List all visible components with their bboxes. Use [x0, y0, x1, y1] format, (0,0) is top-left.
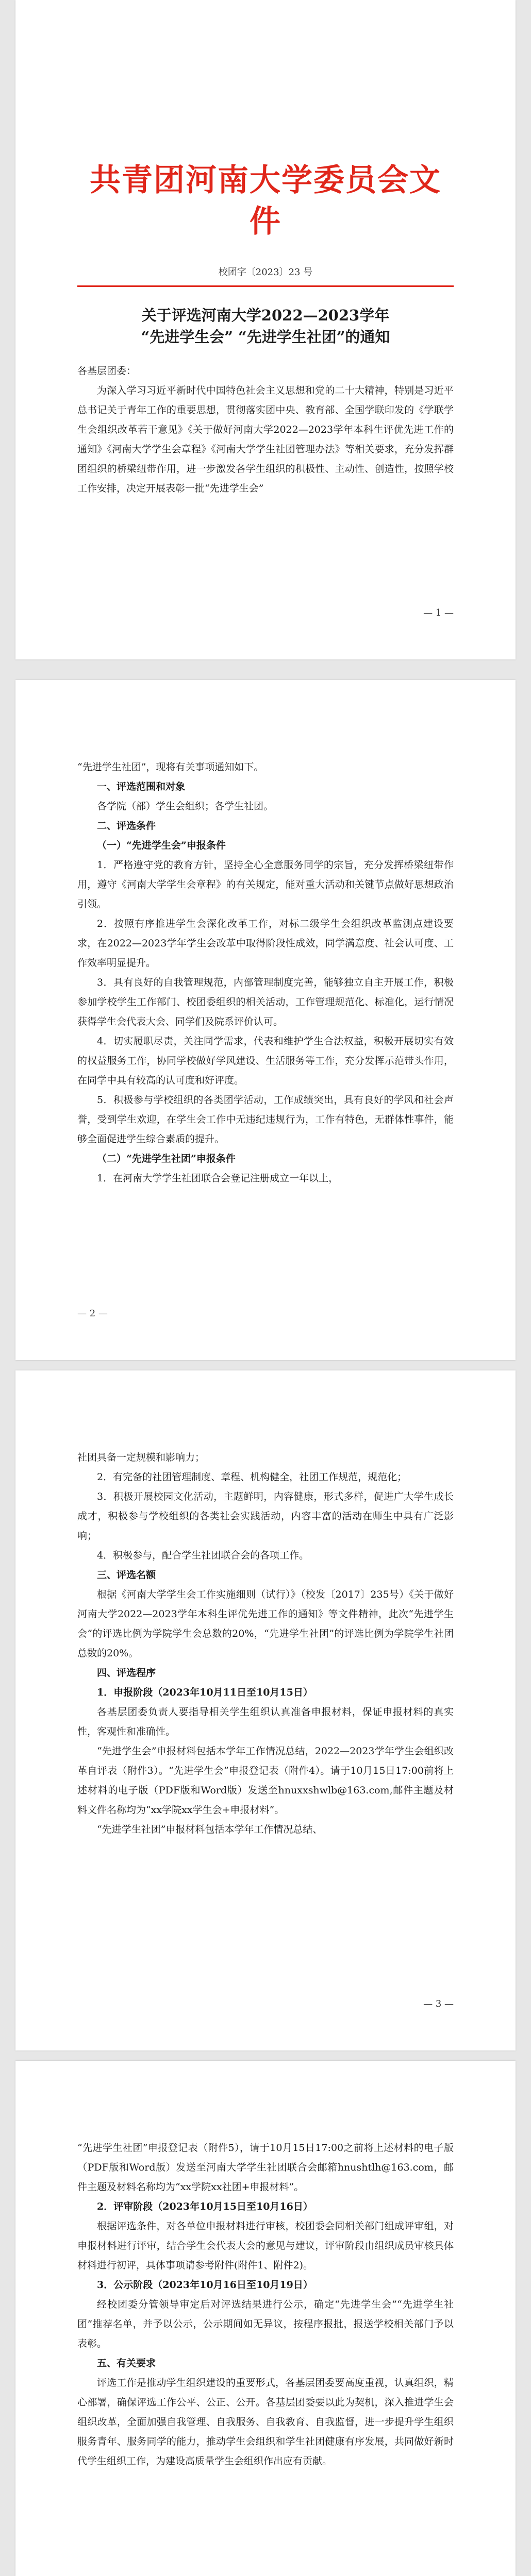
page-3	[15, 1370, 516, 2050]
procedure-step-heading: 1．申报阶段（2023年10月11日至10月15日）	[97, 1687, 313, 1698]
criteria-item: 4．切实履职尽责，关注同学需求，代表和维护学生合法权益，积极开展切实有效的权益服务工作，协同学校做好学风建设、生活服务等工作，充分发挥示范带头作用，在同学中具有较高的认可度和好评度。	[77, 1036, 454, 1086]
page-2	[15, 680, 516, 1360]
section-heading-5: 五、有关要求	[97, 2358, 156, 2369]
subsection-heading: （二）“先进学生社团”申报条件	[97, 1153, 236, 1164]
document-title	[77, 304, 454, 348]
quota-paragraph: 根据《河南大学学生会工作实施细则（试行）》（校发〔2017〕235号）《关于做好河南大学2022—2023学年本科生评优先进工作的通知》等文件精神，此次“先进学生会”的评选比例为学院学生会总数的20%，“先进学生社团”的评选比例为学院学生社团总数的20%。	[77, 1589, 454, 1659]
criteria-item: 5．积极参与学校组织的各类团学活动，工作成绩突出，具有良好的学风和社会声誉，受到学生欢迎，在学生会工作中无违纪违规行为，工作有特色，无群体性事件，能够全面促进学生综合素质的提升。	[77, 1094, 454, 1145]
criteria-item: 3．具有良好的自我管理规范，内部管理制度完善，能够独立自主开展工作，积极参加学校学生工作部门、校团委组织的相关活动，工作管理规范化、标准化，运行情况获得学生会代表大会、同学们及院系评价认可。	[77, 977, 454, 1027]
section-text: 各学院（部）学生会组织；各学生社团。	[97, 801, 274, 812]
criteria-item: 1．在河南大学学生社团联合会登记注册成立一年以上，	[97, 1173, 339, 1184]
continued-text: “先进学生社团”，现将有关事项通知如下。	[77, 761, 264, 773]
criteria-item: 2．按照有序推进学生会深化改革工作，对标二级学生会组织改革监测点建设要求，在2022—2023学年学生会改革中取得阶段性成效，同学满意度、社会认可度、工作效率明显提升。	[77, 918, 454, 969]
subsection-heading: （一）“先进学生会”申报条件	[97, 840, 226, 851]
continued-text: “先进学生社团”申报登记表（附件5），请于10月15日17:00之前将上述材料的电子版（PDF版和Word版）发送至河南大学学生社团联合会邮箱hnushtlh@163.com，邮件主题及材料名称均为“xx学院xx社团+申报材料”。	[77, 2142, 454, 2193]
criteria-item: 4．积极参与，配合学生社团联合会的各项工作。	[97, 1550, 309, 1561]
title-line-2: “先进学生会” “先进学生社团”的通知	[141, 328, 390, 346]
title-line-1: 关于评选河南大学2022—2023学年	[141, 307, 390, 324]
requirements-paragraph: 评选工作是推动学生组织建设的重要形式，各基层团委要高度重视，认真组织，精心部署，确保评选工作公平、公正、公开。各基层团委要以此为契机，深入推进学生会组织改革，全面加强自我管理、自我服务、自我教育、自我监督，进一步提升学生组织服务青年、服务同学的能力，推动学生会组织和学生社团健康有序发展，共同做好新时代学生组织工作，为建设高质量学生会组织作出应有贡献。	[77, 2377, 454, 2467]
continued-text: 社团具备一定规模和影响力；	[77, 1452, 205, 1463]
procedure-step-heading: 3．公示阶段（2023年10月16日至10月19日）	[97, 2279, 313, 2291]
intro-paragraph: 为深入学习习近平新时代中国特色社会主义思想和党的二十大精神，特别是习近平总书记关于青年工作的重要思想，贯彻落实团中央、教育部、全国学联印发的《学联学生会组织改革若干意见》《关于做好河南大学2022—2023学年本科生评优先进工作的通知》《河南大学学生会章程》《河南大学学生社团管理办法》等相关要求，充分发挥群团组织的桥梁纽带作用，进一步激发各学生组织的积极性、主动性、创造性，按照学校工作安排，决定开展表彰一批“先进学生会”	[77, 385, 454, 494]
page-number: — 3 —	[423, 1998, 454, 2009]
page-number: — 1 —	[423, 607, 454, 618]
criteria-item: 2．有完备的社团管理制度、章程、机构健全，社团工作规范，规范化；	[97, 1471, 407, 1483]
criteria-item: 1．严格遵守党的教育方针，坚持全心全意服务同学的宗旨，充分发挥桥梁纽带作用，遵守《河南大学学生会章程》的有关规定，能对重大活动和关键节点做好思想政治引领。	[77, 859, 454, 910]
procedure-text: “先进学生会”申报材料包括本学年工作情况总结，2022—2023学年学生会组织改革自评表（附件3）。“先进学生会”申报登记表（附件4）。请于10月15日17:00前将上述材料的电子版（PDF版和Word版）发送至hnuxxshwlb@163.com,邮件主题及材料文件名称均为“xx学院xx学生会+申报材料”。	[77, 1745, 454, 1816]
procedure-step-heading: 2．评审阶段（2023年10月15日至10月16日）	[97, 2201, 313, 2212]
page-4	[15, 2061, 516, 2576]
procedure-text: 经校团委分管领导审定后对评选结果进行公示，确定“先进学生会”“先进学生社团”推荐名单，并予以公示，公示期间如无异议，按程序报批，报送学校相关部门予以表彰。	[77, 2299, 454, 2349]
addressee: 各基层团委：	[77, 365, 137, 377]
procedure-text: “先进学生社团”申报材料包括本学年工作情况总结、	[97, 1824, 323, 1835]
procedure-text: 根据评选条件，对各单位申报材料进行审核，校团委会同相关部门组成评审组，对申报材料进行评审，结合学生会代表大会的意见与建议，评审阶段由组织成员审核具体材料进行初评，具体事项请参考附件(附件1、附件2)。	[77, 2221, 454, 2271]
procedure-text: 各基层团委负责人要指导相关学生组织认真准备申报材料，保证申报材料的真实性，客观性和准确性。	[77, 1706, 454, 1737]
section-heading-1: 一、评选范围和对象	[97, 781, 186, 792]
document-number: 校团字〔2023〕23 号	[218, 267, 313, 278]
section-heading-3: 三、评选名额	[97, 1569, 156, 1581]
criteria-item: 3．积极开展校园文化活动，主题鲜明，内容健康，形式多样，促进广大学生成长成才，积极参与学校组织的各类社会实践活动，内容丰富的活动在师生中具有广泛影响；	[77, 1491, 454, 1541]
red-divider	[77, 285, 454, 287]
section-heading-4: 四、评选程序	[97, 1667, 156, 1679]
page-1	[15, 0, 516, 659]
page-number: — 2 —	[77, 1308, 108, 1319]
document-masthead: 共青团河南大学委员会文件	[90, 162, 441, 240]
section-heading-2: 二、评选条件	[97, 820, 156, 832]
